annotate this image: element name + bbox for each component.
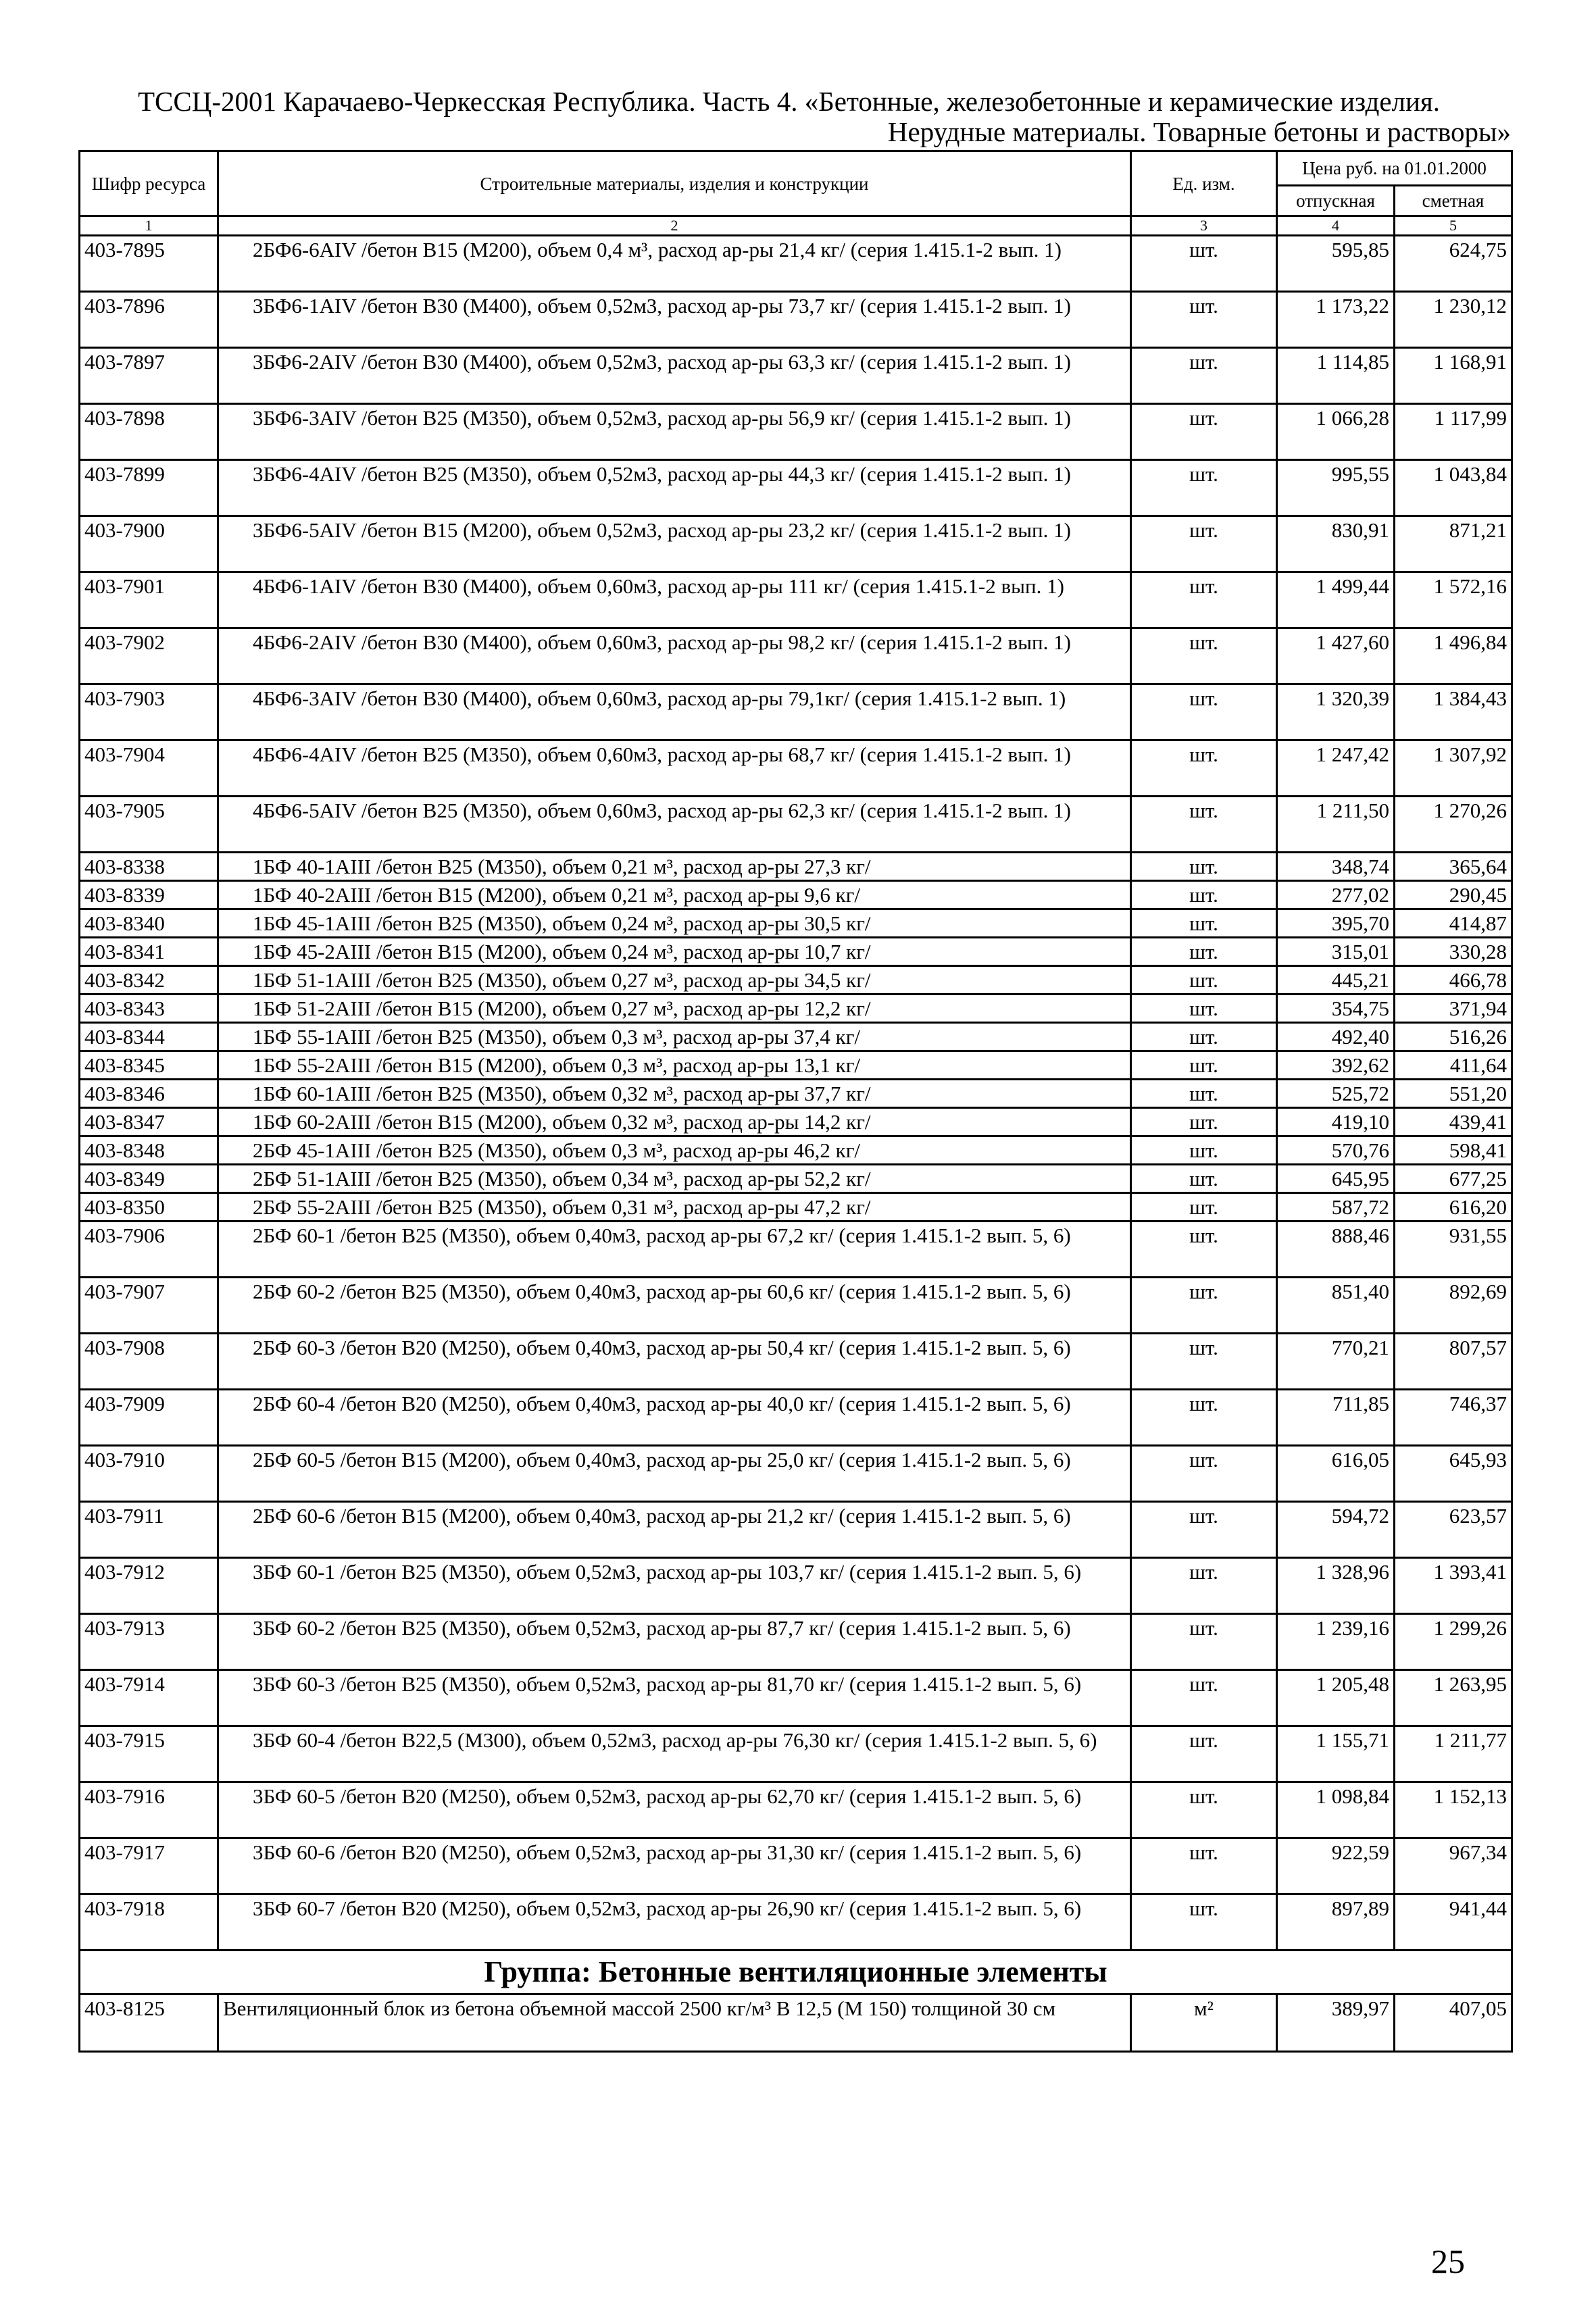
table-row (80, 1136, 1512, 1165)
material-name: 4БФ6-2AIV /бетон B30 (М400), объем 0,60м3, расход ар-ры 98,2 кг/ (серия 1.415.1-2 вып. 1) (218, 628, 1131, 684)
resource-code: 403-7900 (80, 516, 218, 572)
table-row (80, 348, 1512, 404)
release-price: 1 320,39 (1277, 684, 1395, 740)
unit-of-measure: шт. (1131, 1390, 1277, 1446)
material-name: 1БФ 40-2АIII /бетон B15 (М200), объем 0,21 м³, расход ар-ры 9,6 кг/ (218, 881, 1131, 909)
unit-of-measure: шт. (1131, 1782, 1277, 1838)
release-price: 395,70 (1277, 909, 1395, 938)
table-row (80, 404, 1512, 460)
estimate-price: 1 043,84 (1395, 460, 1512, 516)
material-name: 3БФ 60-1 /бетон B25 (М350), объем 0,52м3, расход ар-ры 103,7 кг/ (серия 1.415.1-2 вып. 5, 6) (218, 1558, 1131, 1614)
material-name: 3БФ 60-5 /бетон B20 (М250), объем 0,52м3, расход ар-ры 62,70 кг/ (серия 1.415.1-2 вып. 5, 6) (218, 1782, 1131, 1838)
unit-of-measure: шт. (1131, 853, 1277, 881)
estimate-price: 1 263,95 (1395, 1670, 1512, 1726)
material-name: 2БФ 60-4 /бетон B20 (М250), объем 0,40м3, расход ар-ры 40,0 кг/ (серия 1.415.1-2 вып. 5, 6) (218, 1390, 1131, 1446)
table-row (80, 572, 1512, 628)
table-row (80, 1994, 1512, 2052)
unit-of-measure: шт. (1131, 404, 1277, 460)
column-number: 3 (1131, 216, 1277, 236)
column-number: 2 (218, 216, 1131, 236)
table-row (80, 1614, 1512, 1670)
table-row (80, 909, 1512, 938)
resource-code: 403-7918 (80, 1894, 218, 1951)
release-price: 1 328,96 (1277, 1558, 1395, 1614)
unit-of-measure: шт. (1131, 516, 1277, 572)
resource-code: 403-7908 (80, 1334, 218, 1390)
document-title-line-1: ТССЦ-2001 Карачаево-Черкесская Республика. Часть 4. «Бетонные, железобетонные и керамические изделия. (138, 86, 1441, 117)
group-header-row (80, 1951, 1512, 1994)
material-name: 2БФ 51-1АIII /бетон B25 (М350), объем 0,34 м³, расход ар-ры 52,2 кг/ (218, 1165, 1131, 1193)
material-name: 4БФ6-3AIV /бетон B30 (М400), объем 0,60м3, расход ар-ры 79,1кг/ (серия 1.415.1-2 вып. 1) (218, 684, 1131, 740)
release-price: 1 211,50 (1277, 797, 1395, 853)
estimate-price: 1 496,84 (1395, 628, 1512, 684)
estimate-price: 411,64 (1395, 1051, 1512, 1080)
material-name: 3БФ6-2AIV /бетон B30 (М400), объем 0,52м3, расход ар-ры 63,3 кг/ (серия 1.415.1-2 вып. 1) (218, 348, 1131, 404)
release-price: 570,76 (1277, 1136, 1395, 1165)
unit-of-measure: шт. (1131, 292, 1277, 348)
unit-of-measure: шт. (1131, 881, 1277, 909)
estimate-price: 407,05 (1395, 1994, 1512, 2052)
table-row (80, 236, 1512, 292)
table-row (80, 1894, 1512, 1951)
column-number: 4 (1277, 216, 1395, 236)
release-price: 888,46 (1277, 1222, 1395, 1278)
estimate-price: 1 299,26 (1395, 1614, 1512, 1670)
material-name: 2БФ 55-2АIII /бетон B25 (М350), объем 0,31 м³, расход ар-ры 47,2 кг/ (218, 1193, 1131, 1222)
unit-of-measure: шт. (1131, 1670, 1277, 1726)
table-row (80, 1080, 1512, 1108)
material-name: 4БФ6-1AIV /бетон B30 (М400), объем 0,60м3, расход ар-ры 111 кг/ (серия 1.415.1-2 вып. 1) (218, 572, 1131, 628)
material-name: 3БФ6-5AIV /бетон B15 (М200), объем 0,52м3, расход ар-ры 23,2 кг/ (серия 1.415.1-2 вып. 1) (218, 516, 1131, 572)
unit-of-measure: шт. (1131, 1023, 1277, 1051)
material-name: 1БФ 51-1АIII /бетон B25 (М350), объем 0,27 м³, расход ар-ры 34,5 кг/ (218, 966, 1131, 995)
estimate-price: 516,26 (1395, 1023, 1512, 1051)
unit-of-measure: шт. (1131, 1165, 1277, 1193)
estimate-price: 941,44 (1395, 1894, 1512, 1951)
resource-code: 403-8341 (80, 938, 218, 966)
estimate-price: 1 572,16 (1395, 572, 1512, 628)
unit-of-measure: шт. (1131, 1193, 1277, 1222)
unit-of-measure: шт. (1131, 1334, 1277, 1390)
unit-of-measure: м² (1131, 1994, 1277, 2052)
release-price: 1 155,71 (1277, 1726, 1395, 1782)
release-price: 348,74 (1277, 853, 1395, 881)
table-row (80, 881, 1512, 909)
material-name: 2БФ 60-3 /бетон B20 (М250), объем 0,40м3, расход ар-ры 50,4 кг/ (серия 1.415.1-2 вып. 5, 6) (218, 1334, 1131, 1390)
release-price: 587,72 (1277, 1193, 1395, 1222)
table-row (80, 740, 1512, 797)
release-price: 851,40 (1277, 1278, 1395, 1334)
resource-code: 403-7897 (80, 348, 218, 404)
material-name: 1БФ 45-1АIII /бетон B25 (М350), объем 0,24 м³, расход ар-ры 30,5 кг/ (218, 909, 1131, 938)
release-price: 1 114,85 (1277, 348, 1395, 404)
release-price: 711,85 (1277, 1390, 1395, 1446)
material-name: 2БФ 45-1АIII /бетон B25 (М350), объем 0,3 м³, расход ар-ры 46,2 кг/ (218, 1136, 1131, 1165)
resource-code: 403-7901 (80, 572, 218, 628)
estimate-price: 1 117,99 (1395, 404, 1512, 460)
unit-of-measure: шт. (1131, 236, 1277, 292)
resource-code: 403-8350 (80, 1193, 218, 1222)
unit-of-measure: шт. (1131, 460, 1277, 516)
unit-of-measure: шт. (1131, 628, 1277, 684)
release-price: 595,85 (1277, 236, 1395, 292)
estimate-price: 967,34 (1395, 1838, 1512, 1894)
resource-code: 403-8349 (80, 1165, 218, 1193)
estimate-price: 551,20 (1395, 1080, 1512, 1108)
unit-of-measure: шт. (1131, 1051, 1277, 1080)
release-price: 830,91 (1277, 516, 1395, 572)
release-price: 770,21 (1277, 1334, 1395, 1390)
unit-of-measure: шт. (1131, 1080, 1277, 1108)
estimate-price: 290,45 (1395, 881, 1512, 909)
material-name: 3БФ6-3AIV /бетон B25 (М350), объем 0,52м3, расход ар-ры 56,9 кг/ (серия 1.415.1-2 вып. 1) (218, 404, 1131, 460)
resource-code: 403-7906 (80, 1222, 218, 1278)
table-row (80, 1558, 1512, 1614)
material-name: 3БФ 60-4 /бетон B22,5 (М300), объем 0,52м3, расход ар-ры 76,30 кг/ (серия 1.415.1-2 вып. 5, 6) (218, 1726, 1131, 1782)
material-name: 3БФ 60-3 /бетон B25 (М350), объем 0,52м3, расход ар-ры 81,70 кг/ (серия 1.415.1-2 вып. 5, 6) (218, 1670, 1131, 1726)
resource-code: 403-8348 (80, 1136, 218, 1165)
resource-code: 403-8347 (80, 1108, 218, 1136)
estimate-price: 892,69 (1395, 1278, 1512, 1334)
material-name: 2БФ 60-6 /бетон B15 (М200), объем 0,40м3, расход ар-ры 21,2 кг/ (серия 1.415.1-2 вып. 5, 6) (218, 1502, 1131, 1558)
table-row (80, 1334, 1512, 1390)
table-row (80, 1108, 1512, 1136)
release-price: 419,10 (1277, 1108, 1395, 1136)
unit-of-measure: шт. (1131, 684, 1277, 740)
table-row (80, 1051, 1512, 1080)
material-name: 1БФ 60-2АIII /бетон B15 (М200), объем 0,32 м³, расход ар-ры 14,2 кг/ (218, 1108, 1131, 1136)
estimate-price: 746,37 (1395, 1390, 1512, 1446)
material-name: 1БФ 51-2АIII /бетон B15 (М200), объем 0,27 м³, расход ар-ры 12,2 кг/ (218, 995, 1131, 1023)
unit-of-measure: шт. (1131, 572, 1277, 628)
table-row (80, 1502, 1512, 1558)
estimate-price: 439,41 (1395, 1108, 1512, 1136)
resource-code: 403-7905 (80, 797, 218, 853)
estimate-price: 645,93 (1395, 1446, 1512, 1502)
table-row (80, 1670, 1512, 1726)
material-name: 1БФ 60-1АIII /бетон B25 (М350), объем 0,32 м³, расход ар-ры 37,7 кг/ (218, 1080, 1131, 1108)
header-price: Цена руб. на 01.01.2000 (1277, 151, 1512, 186)
table-row (80, 628, 1512, 684)
unit-of-measure: шт. (1131, 1894, 1277, 1951)
resource-code: 403-8346 (80, 1080, 218, 1108)
release-price: 594,72 (1277, 1502, 1395, 1558)
release-price: 445,21 (1277, 966, 1395, 995)
estimate-price: 1 168,91 (1395, 348, 1512, 404)
release-price: 1 066,28 (1277, 404, 1395, 460)
table-row (80, 797, 1512, 853)
resource-code: 403-7896 (80, 292, 218, 348)
unit-of-measure: шт. (1131, 938, 1277, 966)
table-row (80, 460, 1512, 516)
resource-code: 403-8339 (80, 881, 218, 909)
unit-of-measure: шт. (1131, 1446, 1277, 1502)
estimate-price: 1 270,26 (1395, 797, 1512, 853)
release-price: 1 098,84 (1277, 1782, 1395, 1838)
estimate-price: 677,25 (1395, 1165, 1512, 1193)
column-number: 5 (1395, 216, 1512, 236)
unit-of-measure: шт. (1131, 1726, 1277, 1782)
resource-code: 403-7898 (80, 404, 218, 460)
release-price: 1 173,22 (1277, 292, 1395, 348)
table-row (80, 292, 1512, 348)
header-estimate: сметная (1395, 186, 1512, 216)
release-price: 389,97 (1277, 1994, 1395, 2052)
table-row (80, 516, 1512, 572)
release-price: 1 205,48 (1277, 1670, 1395, 1726)
group-title: Группа: Бетонные вентиляционные элементы (80, 1951, 1512, 1994)
material-name: 3БФ 60-2 /бетон B25 (М350), объем 0,52м3, расход ар-ры 87,7 кг/ (серия 1.415.1-2 вып. 5, 6) (218, 1614, 1131, 1670)
material-name: 2БФ 60-1 /бетон B25 (М350), объем 0,40м3, расход ар-ры 67,2 кг/ (серия 1.415.1-2 вып. 5, 6) (218, 1222, 1131, 1278)
table-row (80, 938, 1512, 966)
material-name: 1БФ 45-2АIII /бетон B15 (М200), объем 0,24 м³, расход ар-ры 10,7 кг/ (218, 938, 1131, 966)
table-row (80, 853, 1512, 881)
unit-of-measure: шт. (1131, 1222, 1277, 1278)
header-name: Строительные материалы, изделия и конструкции (218, 151, 1131, 216)
page-number: 25 (1431, 2242, 1465, 2280)
price-table-body (80, 236, 1512, 1951)
material-name: 1БФ 40-1АIII /бетон B25 (М350), объем 0,21 м³, расход ар-ры 27,3 кг/ (218, 853, 1131, 881)
table-row (80, 1390, 1512, 1446)
material-name: 3БФ6-4AIV /бетон B25 (М350), объем 0,52м3, расход ар-ры 44,3 кг/ (серия 1.415.1-2 вып. 1) (218, 460, 1131, 516)
table-row (80, 995, 1512, 1023)
estimate-price: 807,57 (1395, 1334, 1512, 1390)
table-row (80, 1278, 1512, 1334)
resource-code: 403-8343 (80, 995, 218, 1023)
release-price: 277,02 (1277, 881, 1395, 909)
price-table (78, 150, 1513, 2053)
material-name: 2БФ 60-5 /бетон B15 (М200), объем 0,40м3, расход ар-ры 25,0 кг/ (серия 1.415.1-2 вып. 5, 6) (218, 1446, 1131, 1502)
estimate-price: 414,87 (1395, 909, 1512, 938)
release-price: 1 239,16 (1277, 1614, 1395, 1670)
material-name: 2БФ 60-2 /бетон B25 (М350), объем 0,40м3, расход ар-ры 60,6 кг/ (серия 1.415.1-2 вып. 5, 6) (218, 1278, 1131, 1334)
release-price: 1 499,44 (1277, 572, 1395, 628)
resource-code: 403-7913 (80, 1614, 218, 1670)
material-name: 3БФ 60-6 /бетон B20 (М250), объем 0,52м3, расход ар-ры 31,30 кг/ (серия 1.415.1-2 вып. 5, 6) (218, 1838, 1131, 1894)
resource-code: 403-8340 (80, 909, 218, 938)
table-row (80, 1782, 1512, 1838)
release-price: 525,72 (1277, 1080, 1395, 1108)
resource-code: 403-7902 (80, 628, 218, 684)
column-number: 1 (80, 216, 218, 236)
estimate-price: 1 152,13 (1395, 1782, 1512, 1838)
release-price: 492,40 (1277, 1023, 1395, 1051)
table-row (80, 966, 1512, 995)
estimate-price: 616,20 (1395, 1193, 1512, 1222)
resource-code: 403-7904 (80, 740, 218, 797)
unit-of-measure: шт. (1131, 740, 1277, 797)
estimate-price: 466,78 (1395, 966, 1512, 995)
resource-code: 403-7909 (80, 1390, 218, 1446)
resource-code: 403-7912 (80, 1558, 218, 1614)
release-price: 1 427,60 (1277, 628, 1395, 684)
material-name: 4БФ6-5AIV /бетон B25 (М350), объем 0,60м3, расход ар-ры 62,3 кг/ (серия 1.415.1-2 вып. 1) (218, 797, 1131, 853)
table-row (80, 1838, 1512, 1894)
estimate-price: 871,21 (1395, 516, 1512, 572)
header-release: отпускная (1277, 186, 1395, 216)
estimate-price: 1 211,77 (1395, 1726, 1512, 1782)
estimate-price: 330,28 (1395, 938, 1512, 966)
release-price: 616,05 (1277, 1446, 1395, 1502)
unit-of-measure: шт. (1131, 1136, 1277, 1165)
table-row (80, 1222, 1512, 1278)
release-price: 315,01 (1277, 938, 1395, 966)
table-row (80, 1023, 1512, 1051)
material-name: 3БФ6-1AIV /бетон B30 (М400), объем 0,52м3, расход ар-ры 73,7 кг/ (серия 1.415.1-2 вып. 1) (218, 292, 1131, 348)
resource-code: 403-7911 (80, 1502, 218, 1558)
unit-of-measure: шт. (1131, 1838, 1277, 1894)
table-row (80, 684, 1512, 740)
resource-code: 403-7915 (80, 1726, 218, 1782)
estimate-price: 931,55 (1395, 1222, 1512, 1278)
table-row (80, 1726, 1512, 1782)
resource-code: 403-7914 (80, 1670, 218, 1726)
release-price: 922,59 (1277, 1838, 1395, 1894)
unit-of-measure: шт. (1131, 1502, 1277, 1558)
unit-of-measure: шт. (1131, 995, 1277, 1023)
material-name: Вентиляционный блок из бетона объемной массой 2500 кг/м³ В 12,5 (М 150) толщиной 30 см (218, 1994, 1131, 2052)
unit-of-measure: шт. (1131, 1108, 1277, 1136)
material-name: 4БФ6-4AIV /бетон B25 (М350), объем 0,60м3, расход ар-ры 68,7 кг/ (серия 1.415.1-2 вып. 1) (218, 740, 1131, 797)
unit-of-measure: шт. (1131, 909, 1277, 938)
material-name: 1БФ 55-1АIII /бетон B25 (М350), объем 0,3 м³, расход ар-ры 37,4 кг/ (218, 1023, 1131, 1051)
estimate-price: 1 230,12 (1395, 292, 1512, 348)
estimate-price: 598,41 (1395, 1136, 1512, 1165)
unit-of-measure: шт. (1131, 1614, 1277, 1670)
estimate-price: 371,94 (1395, 995, 1512, 1023)
resource-code: 403-7910 (80, 1446, 218, 1502)
estimate-price: 624,75 (1395, 236, 1512, 292)
header-code: Шифр ресурса (80, 151, 218, 216)
unit-of-measure: шт. (1131, 348, 1277, 404)
resource-code: 403-7907 (80, 1278, 218, 1334)
unit-of-measure: шт. (1131, 966, 1277, 995)
release-price: 897,89 (1277, 1894, 1395, 1951)
release-price: 354,75 (1277, 995, 1395, 1023)
unit-of-measure: шт. (1131, 1278, 1277, 1334)
resource-code: 403-7903 (80, 684, 218, 740)
resource-code: 403-8342 (80, 966, 218, 995)
release-price: 1 247,42 (1277, 740, 1395, 797)
document-title-line-2: Нерудные материалы. Товарные бетоны и растворы» (887, 116, 1511, 147)
table-row (80, 1165, 1512, 1193)
release-price: 645,95 (1277, 1165, 1395, 1193)
header-unit: Ед. изм. (1131, 151, 1277, 216)
resource-code: 403-8344 (80, 1023, 218, 1051)
release-price: 995,55 (1277, 460, 1395, 516)
group-section (80, 1951, 1512, 2052)
estimate-price: 623,57 (1395, 1502, 1512, 1558)
material-name: 3БФ 60-7 /бетон B20 (М250), объем 0,52м3, расход ар-ры 26,90 кг/ (серия 1.415.1-2 вып. 5, 6) (218, 1894, 1131, 1951)
material-name: 2БФ6-6AIV /бетон B15 (М200), объем 0,4 м³, расход ар-ры 21,4 кг/ (серия 1.415.1-2 вып. 1) (218, 236, 1131, 292)
estimate-price: 1 307,92 (1395, 740, 1512, 797)
resource-code: 403-7916 (80, 1782, 218, 1838)
table-row (80, 1193, 1512, 1222)
material-name: 1БФ 55-2АIII /бетон B15 (М200), объем 0,3 м³, расход ар-ры 13,1 кг/ (218, 1051, 1131, 1080)
resource-code: 403-8125 (80, 1994, 218, 2052)
estimate-price: 1 384,43 (1395, 684, 1512, 740)
resource-code: 403-7917 (80, 1838, 218, 1894)
release-price: 392,62 (1277, 1051, 1395, 1080)
table-row (80, 1446, 1512, 1502)
estimate-price: 365,64 (1395, 853, 1512, 881)
resource-code: 403-7899 (80, 460, 218, 516)
estimate-price: 1 393,41 (1395, 1558, 1512, 1614)
resource-code: 403-8345 (80, 1051, 218, 1080)
resource-code: 403-8338 (80, 853, 218, 881)
unit-of-measure: шт. (1131, 1558, 1277, 1614)
resource-code: 403-7895 (80, 236, 218, 292)
unit-of-measure: шт. (1131, 797, 1277, 853)
